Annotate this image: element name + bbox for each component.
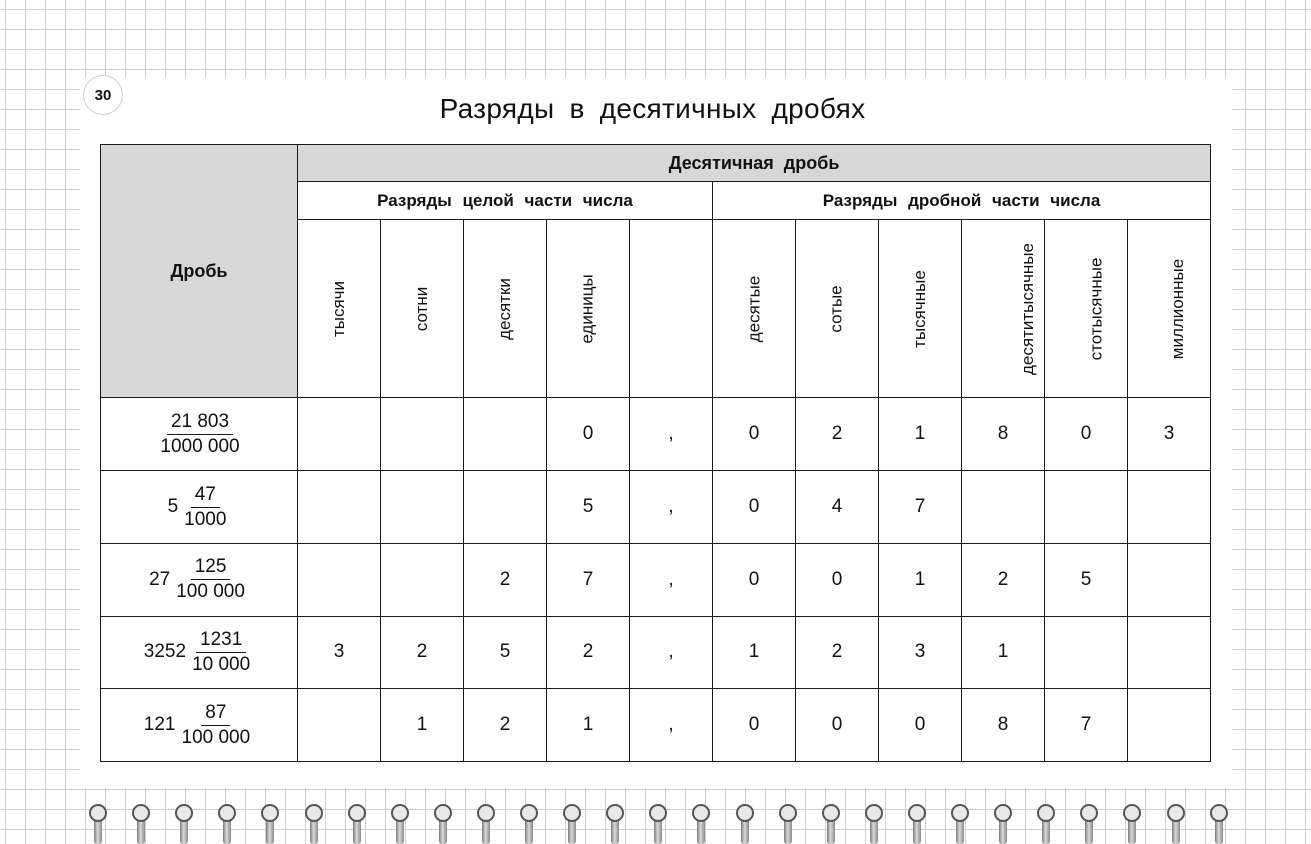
digit-cell: 1 [962,616,1045,689]
comma-cell: , [630,543,713,616]
digit-cell: 3 [1128,398,1211,471]
digit-cell [298,471,381,544]
digit-cell [464,398,547,471]
digit-cell: 1 [547,689,630,762]
digit-cell [1045,471,1128,544]
digit-cell: 0 [547,398,630,471]
spiral-coil [951,800,969,844]
spiral-coil [391,800,409,844]
digit-cell: 7 [547,543,630,616]
spiral-coil [434,800,452,844]
digit-cell [1128,471,1211,544]
spiral-coil [779,800,797,844]
table-row [101,616,1211,689]
digit-cell: 1 [879,543,962,616]
digit-cell: 5 [547,471,630,544]
digit-cell: 1 [713,616,796,689]
spiral-coil [822,800,840,844]
table-row [101,543,1211,616]
spiral-coil [348,800,366,844]
denominator: 100 000 [176,581,245,603]
spiral-coil [175,800,193,844]
place-label: миллионные [1168,258,1188,359]
digit-cell [1128,616,1211,689]
spiral-coil [1080,800,1098,844]
fraction [156,412,243,457]
comma-cell: , [630,471,713,544]
header-fraction: Дробь [101,145,298,398]
digit-cell: 1 [879,398,962,471]
digit-cell: 2 [962,543,1045,616]
spiral-coil [1167,800,1185,844]
fraction [178,703,255,748]
table-row [101,398,1211,471]
page-title: Разряды в десятичных дробях [439,93,866,124]
denominator: 10 000 [192,653,251,675]
header-millionths [1128,219,1211,398]
digit-cell: 2 [464,689,547,762]
comma-cell: , [630,398,713,471]
digit-cell [962,471,1045,544]
header-hundredths [796,219,879,398]
header-hundred-thousandths [1045,219,1128,398]
place-label: сотые [826,284,846,333]
digit-cell: 2 [464,543,547,616]
numerator: 47 [191,485,220,508]
place-label: сотни [411,286,431,331]
header-integer-part: Разряды целой части числа [298,182,713,219]
header-comma-column [630,219,713,398]
numerator: 1231 [196,630,246,653]
spiral-coil [261,800,279,844]
digit-cell: 3 [879,616,962,689]
spiral-coil [994,800,1012,844]
table-row [101,689,1211,762]
digit-cell: 0 [796,543,879,616]
fraction-cell [101,689,298,762]
spiral-coil [1210,800,1228,844]
header-tenths [713,219,796,398]
decimal-places-table [100,144,1211,762]
digit-cell: 5 [464,616,547,689]
digit-cell: 5 [1045,543,1128,616]
numerator: 125 [191,557,231,580]
place-label: десятитысячные [1018,242,1037,375]
header-ten-thousandths [962,219,1045,398]
numerator: 87 [201,703,230,726]
spiral-coil [477,800,495,844]
digit-cell [298,398,381,471]
fraction-cell [101,398,298,471]
spiral-binding [0,800,1311,844]
digit-cell: 2 [381,616,464,689]
digit-cell [381,543,464,616]
spiral-coil [520,800,538,844]
digit-cell [298,689,381,762]
fraction [188,630,254,675]
spiral-coil [218,800,236,844]
digit-cell: 0 [713,543,796,616]
comma-cell: , [630,616,713,689]
place-label: тысячные [909,269,929,348]
digit-cell: 7 [1045,689,1128,762]
fraction-cell [101,543,298,616]
digit-cell: 4 [796,471,879,544]
digit-cell: 8 [962,398,1045,471]
digit-cell [464,471,547,544]
denominator: 1000 000 [160,435,240,457]
digit-cell: 1 [381,689,464,762]
spiral-coil [908,800,926,844]
spiral-coil [865,800,883,844]
header-decimal-fraction: Десятичная дробь [298,145,1211,182]
denominator: 100 000 [181,726,251,748]
digit-cell: 0 [1045,398,1128,471]
digit-cell: 0 [713,471,796,544]
fraction-cell [101,471,298,544]
spiral-coil [132,800,150,844]
place-label: стотысячные [1086,257,1106,360]
digit-cell [381,471,464,544]
whole-part: 121 [143,714,176,736]
whole-part: 5 [167,496,179,517]
digit-cell: 3 [298,616,381,689]
digit-cell [298,543,381,616]
numerator: 21 803 [167,412,233,435]
fraction [180,485,230,530]
denominator: 1000 [184,508,227,530]
header-fraction-part: Разряды дробной части числа [713,182,1211,219]
digit-cell: 2 [796,616,879,689]
header-hundreds [381,219,464,398]
whole-part: 3252 [143,641,187,663]
digit-cell [1045,616,1128,689]
digit-cell: 2 [547,616,630,689]
header-thousands [298,219,381,398]
spiral-coil [89,800,107,844]
header-tens [464,219,547,398]
place-label: десятые [743,275,763,342]
digit-cell: 0 [713,689,796,762]
comma-cell: , [630,689,713,762]
fraction-cell [101,616,298,689]
spiral-coil [1037,800,1055,844]
digit-cell [1128,689,1211,762]
header-thousandths [879,219,962,398]
digit-cell: 0 [713,398,796,471]
spiral-coil [563,800,581,844]
spiral-coil [606,800,624,844]
spiral-coil [736,800,754,844]
digit-cell [1128,543,1211,616]
page-number: 30 [83,75,123,115]
digit-cell: 0 [879,689,962,762]
spiral-coil [305,800,323,844]
spiral-coil [1123,800,1141,844]
place-label: тысячи [328,280,348,337]
spiral-coil [692,800,710,844]
table-row [101,471,1211,544]
digit-cell [381,398,464,471]
header-units [547,219,630,398]
place-label: единицы [578,273,597,344]
spiral-coil [649,800,667,844]
place-label: десятки [495,277,514,340]
digit-cell: 0 [796,689,879,762]
fraction [172,557,249,602]
digit-cell: 2 [796,398,879,471]
digit-cell: 8 [962,689,1045,762]
whole-part: 27 [149,568,171,590]
digit-cell: 7 [879,471,962,544]
